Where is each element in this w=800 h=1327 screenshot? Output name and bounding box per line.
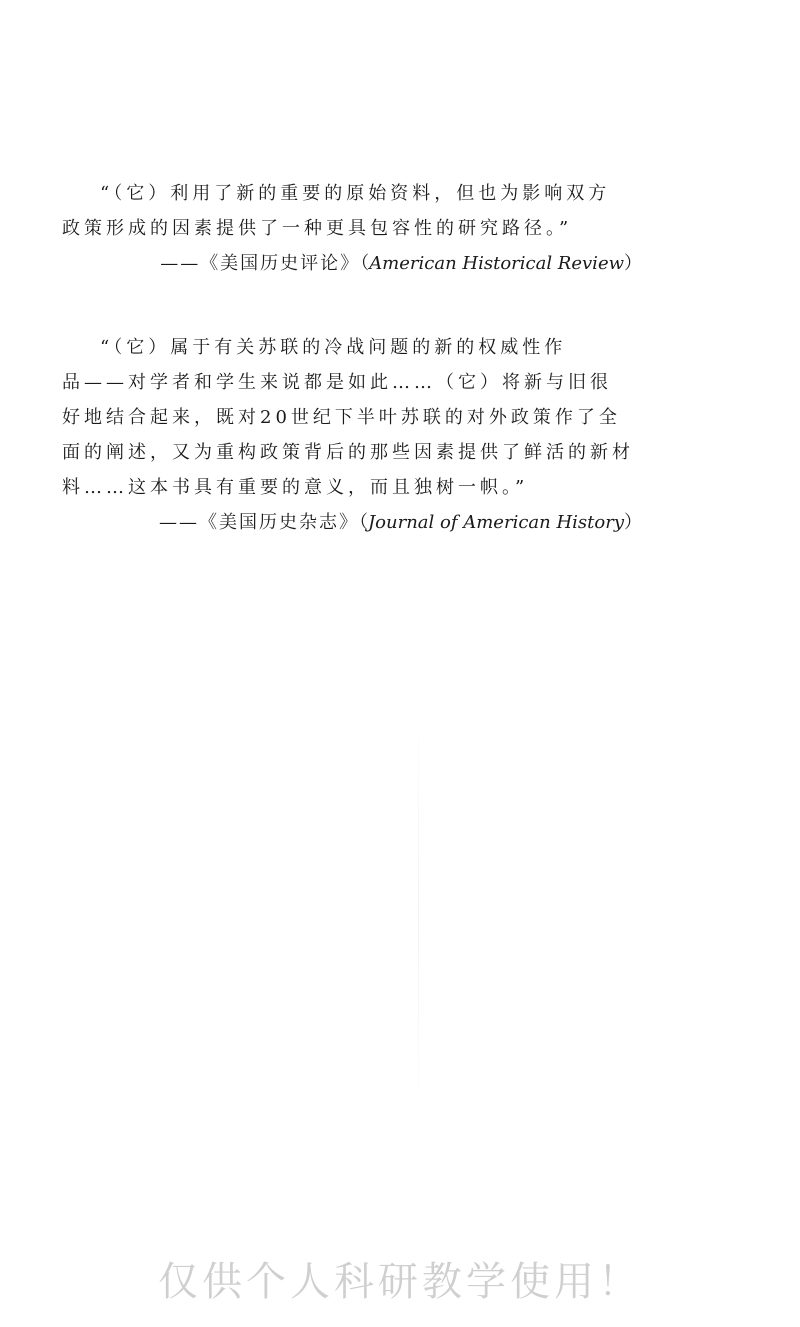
source-dash: ——: [160, 253, 201, 274]
review-quote-2: [62, 330, 642, 540]
source-paren-open: （: [358, 512, 368, 533]
quote-line: 面的阐述，又为重构政策背后的那些因素提供了鲜活的新材: [62, 442, 634, 463]
review-source: [62, 246, 642, 281]
source-paren-close: ）: [624, 512, 642, 533]
quote-line: 政策形成的因素提供了一种更具包容性的研究路径。”: [62, 218, 573, 239]
watermark: 仅供个人科研教学使用！: [158, 1259, 642, 1305]
quote-line: 好地结合起来，既对20世纪下半叶苏联的对外政策作了全: [62, 407, 621, 428]
quote-line: “（它）利用了新的重要的原始资料，但也为影响双方: [100, 183, 611, 204]
source-paren-open: （: [360, 253, 370, 274]
scan-artifact-line: [418, 700, 419, 1130]
quote-line: “（它）属于有关苏联的冷战问题的新的权威性作: [100, 337, 567, 358]
source-english-title: Journal of American History: [367, 512, 624, 533]
source-english-title: American Historical Review: [369, 253, 624, 274]
review-source: [62, 505, 642, 540]
source-chinese-title: 《美国历史评论》: [200, 253, 361, 274]
quote-line: 料……这本书具有重要的意义，而且独树一帜。”: [62, 477, 529, 498]
source-dash: ——: [158, 512, 199, 533]
quote-line: 品——对学者和学生来说都是如此……（它）将新与旧很: [62, 372, 612, 393]
source-chinese-title: 《美国历史杂志》: [198, 512, 359, 533]
review-quote-1: [62, 176, 642, 281]
source-paren-close: ）: [624, 253, 642, 274]
